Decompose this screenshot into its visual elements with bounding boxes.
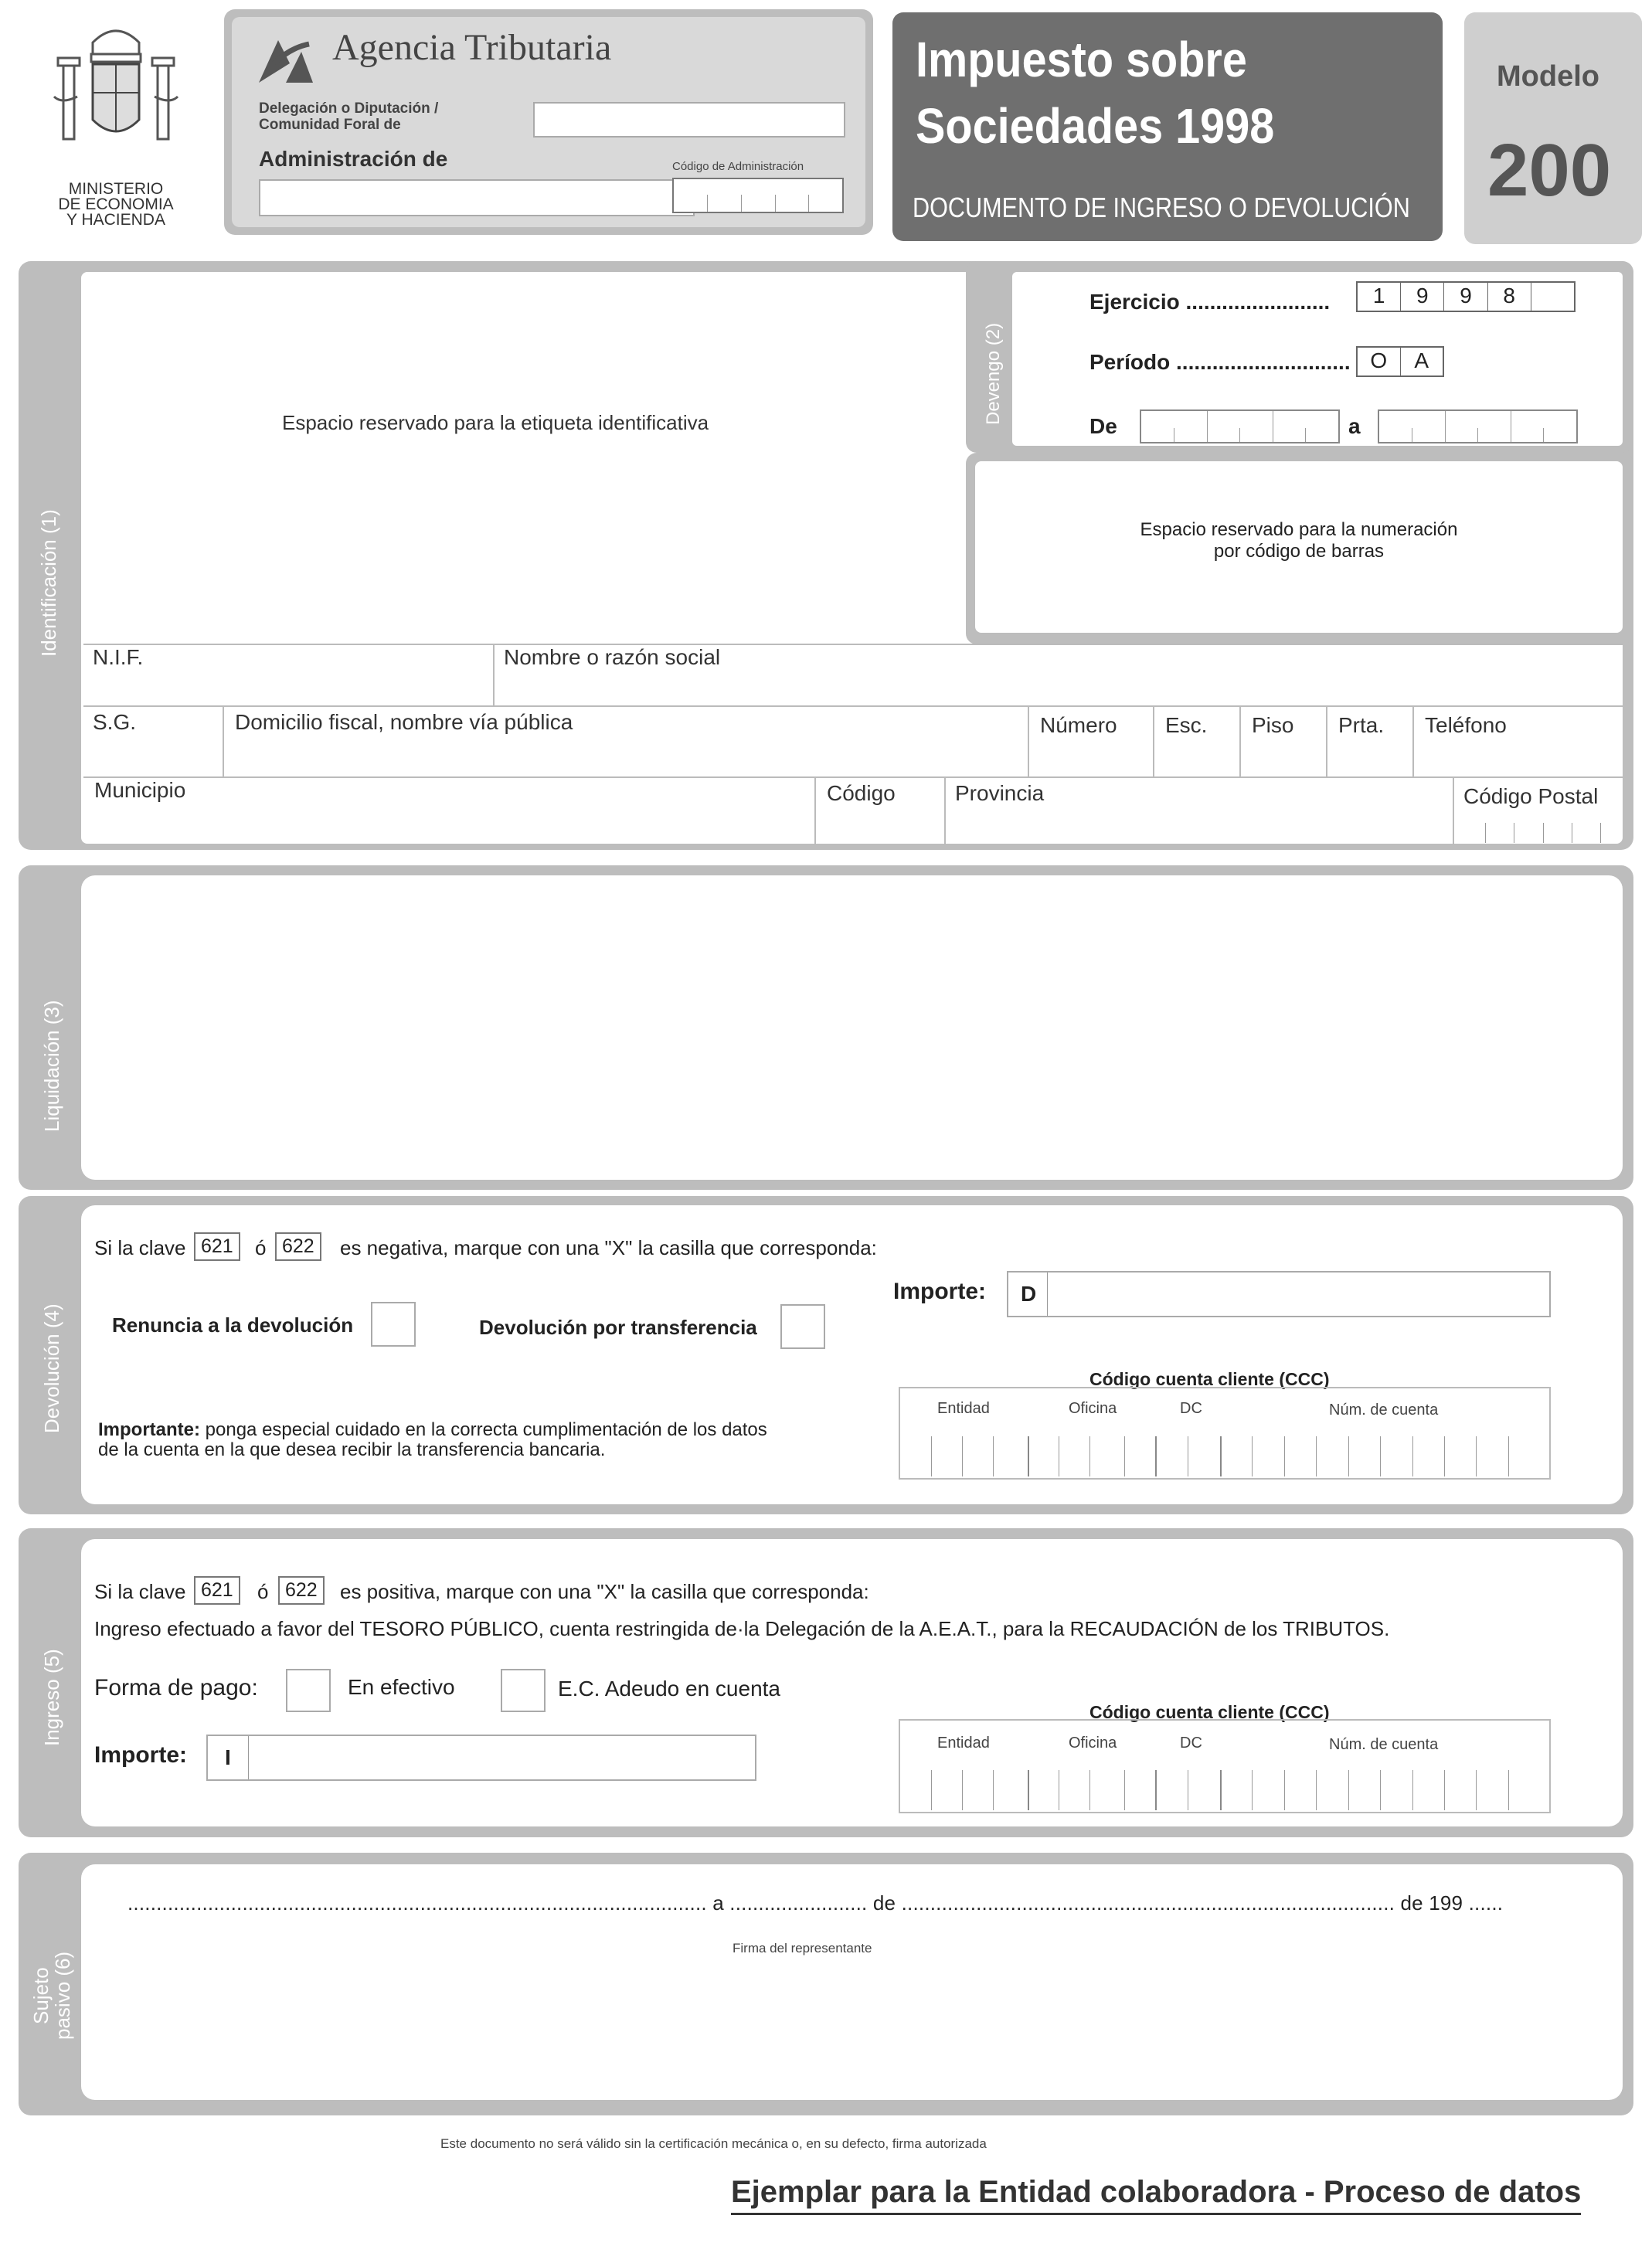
ministry-line-2: DE ECONOMIA <box>58 195 174 213</box>
ministry-line-1: MINISTERIO <box>68 180 164 198</box>
dev-o: ó <box>255 1236 267 1259</box>
ing-importe-field[interactable] <box>206 1735 756 1781</box>
efectivo-checkbox[interactable] <box>286 1669 331 1712</box>
document-subtitle: DOCUMENTO DE INGRESO O DEVOLUCIÓN <box>913 192 1410 223</box>
numero-label: Número <box>1040 713 1117 737</box>
ing-o: ó <box>257 1580 269 1603</box>
dev-ccc-entidad: Entidad <box>937 1400 990 1417</box>
title-line-1: Impuesto sobre <box>916 32 1247 87</box>
codigo-admin-field[interactable] <box>672 178 844 213</box>
piso-label: Piso <box>1252 713 1294 737</box>
ing-tesoro-text: Ingreso efectuado a favor del TESORO PÚBLICO, cuenta restringida de·la Delegación de la A.E.A.T., para la RECAUDACIÓN de los TRIBUTOS. <box>94 1617 1390 1640</box>
esc-label: Esc. <box>1165 713 1208 737</box>
provincia-field[interactable] <box>946 776 1454 845</box>
periodo-digit: O <box>1370 348 1388 372</box>
dev-importe-prefix: D <box>1021 1282 1037 1306</box>
dev-importe-label: Importe: <box>893 1279 986 1304</box>
dev-importe-field[interactable] <box>1007 1271 1551 1317</box>
ejercicio-digit: 8 <box>1487 283 1531 311</box>
sujeto-side-label-1: Sujeto <box>29 1967 53 2024</box>
coat-of-arms-logo <box>46 19 185 178</box>
modelo-label: Modelo <box>1497 60 1599 93</box>
nif-field[interactable] <box>83 644 495 707</box>
ing-ccc-oficina: Oficina <box>1069 1735 1117 1752</box>
domicilio-field[interactable] <box>224 705 1029 778</box>
provincia-label: Provincia <box>955 781 1045 805</box>
numero-field[interactable] <box>1029 705 1154 778</box>
nombre-label: Nombre o razón social <box>504 645 721 669</box>
dev-ccc-field[interactable] <box>899 1387 1551 1480</box>
ing-si-la-clave: Si la clave <box>94 1580 186 1603</box>
barcode-line-1: Espacio reservado para la numeración <box>1140 519 1458 540</box>
liquidacion-side-label: Liquidación (3) <box>40 1000 63 1132</box>
periodo-label: Período ............................. <box>1089 350 1351 374</box>
ejercicio-digit-empty <box>1531 283 1574 311</box>
adeudo-label: E.C. Adeudo en cuenta <box>558 1677 780 1701</box>
periodo-field[interactable] <box>1356 346 1444 377</box>
ing-ccc-num: Núm. de cuenta <box>1329 1736 1439 1753</box>
devolucion-side-label: Devolución (4) <box>40 1303 63 1433</box>
municipio-label: Municipio <box>94 778 186 802</box>
piso-field[interactable] <box>1241 705 1327 778</box>
transferencia-label: Devolución por transferencia <box>479 1316 757 1339</box>
importante-text-2: de la cuenta en la que desea recibir la transferencia bancaria. <box>98 1439 606 1460</box>
efectivo-label: En efectivo <box>348 1675 455 1699</box>
ing-clave-622: 622 <box>278 1576 325 1605</box>
dev-ccc-num: Núm. de cuenta <box>1329 1402 1439 1419</box>
footer-note: Este documento no será válido sin la certificación mecánica o, en su defecto, firma autorizada <box>440 2136 987 2151</box>
dev-si-la-clave: Si la clave <box>94 1236 186 1259</box>
ing-clave-621: 621 <box>194 1576 240 1605</box>
ejercicio-digit: 9 <box>1443 283 1487 311</box>
importante-note <box>98 1420 767 1460</box>
comunidad-label: Comunidad Foral de <box>259 117 401 133</box>
transferencia-checkbox[interactable] <box>780 1304 825 1349</box>
nif-label: N.I.F. <box>93 645 144 669</box>
ejemplar-title: Ejemplar para la Entidad colaboradora - Proceso de datos <box>731 2175 1581 2215</box>
ejercicio-field[interactable] <box>1356 281 1576 312</box>
agency-name: Agencia Tributaria <box>332 27 612 68</box>
importante-bold: Importante: <box>98 1419 200 1440</box>
devengo-side-label: Devengo (2) <box>983 322 1004 425</box>
fecha-a-field[interactable] <box>1378 409 1578 443</box>
agency-panel <box>224 9 873 235</box>
modelo-number: 200 <box>1487 129 1612 212</box>
dev-clave-621: 621 <box>194 1232 240 1261</box>
dev-ccc-oficina: Oficina <box>1069 1400 1117 1417</box>
sg-label: S.G. <box>93 710 137 734</box>
title-panel <box>892 12 1443 241</box>
a-label: a <box>1348 414 1361 438</box>
dev-clave-622: 622 <box>275 1232 321 1261</box>
sg-field[interactable] <box>83 705 224 778</box>
codigo-label: Código <box>827 781 896 805</box>
fecha-de-field[interactable] <box>1140 409 1340 443</box>
forma-pago-label: Forma de pago: <box>94 1675 258 1701</box>
identificacion-side-label: Identificación (1) <box>37 509 60 657</box>
ing-ccc-field[interactable] <box>899 1719 1551 1813</box>
sujeto-side-label-2: pasivo (6) <box>51 1951 74 2040</box>
domicilio-label: Domicilio fiscal, nombre vía pública <box>235 710 573 734</box>
esc-field[interactable] <box>1154 705 1241 778</box>
agency-logo-icon <box>255 32 317 87</box>
ing-ccc-dc: DC <box>1180 1735 1202 1752</box>
renuncia-label: Renuncia a la devolución <box>112 1313 354 1337</box>
ejercicio-digit: 9 <box>1400 283 1443 311</box>
ejercicio-label: Ejercicio ........................ <box>1089 290 1331 314</box>
codigo-admin-label: Código de Administración <box>672 160 804 173</box>
nombre-field[interactable] <box>495 644 1623 707</box>
ing-ccc-title: Código cuenta cliente (CCC) <box>1089 1702 1330 1722</box>
ejercicio-digit: 1 <box>1372 284 1385 308</box>
lugar-fecha-line: ..................................................................................................... a ........................ de ...................................................................................... de 199 ...... <box>127 1891 1504 1915</box>
ing-importe-prefix: I <box>225 1745 231 1769</box>
barcode-line-2: por código de barras <box>1213 541 1385 562</box>
ing-ccc-entidad: Entidad <box>937 1735 990 1752</box>
firma-label: Firma del representante <box>733 1941 872 1955</box>
municipio-field[interactable] <box>83 776 816 845</box>
delegacion-label: Delegación o Diputación / <box>259 100 439 117</box>
renuncia-checkbox[interactable] <box>371 1302 416 1347</box>
etiqueta-placeholder: Espacio reservado para la etiqueta identificativa <box>282 411 709 434</box>
de-label: De <box>1089 414 1117 438</box>
adeudo-checkbox[interactable] <box>501 1669 546 1712</box>
prta-label: Prta. <box>1338 713 1385 737</box>
ing-positiva-text: es positiva, marque con una "X" la casilla que corresponda: <box>340 1580 869 1603</box>
importante-text-1: ponga especial cuidado en la correcta cumplimentación de los datos <box>200 1419 767 1440</box>
dev-ccc-title: Código cuenta cliente (CCC) <box>1089 1369 1330 1389</box>
administracion-field[interactable] <box>259 179 695 216</box>
ingreso-side-label: Ingreso (5) <box>40 1649 63 1746</box>
administracion-label: Administración de <box>259 147 448 171</box>
codigo-municipio-field[interactable] <box>816 776 946 845</box>
ministry-line-3: Y HACIENDA <box>66 211 165 229</box>
prta-field[interactable] <box>1327 705 1414 778</box>
codigo-postal-field[interactable] <box>1454 776 1623 845</box>
dev-negativa-text: es negativa, marque con una "X" la casilla que corresponda: <box>340 1236 877 1259</box>
delegacion-field[interactable] <box>533 102 845 138</box>
telefono-label: Teléfono <box>1425 713 1507 737</box>
codigo-postal-label: Código Postal <box>1463 784 1599 808</box>
dev-ccc-dc: DC <box>1180 1400 1202 1417</box>
telefono-field[interactable] <box>1414 705 1623 778</box>
title-line-2: Sociedades 1998 <box>916 98 1275 154</box>
ing-importe-label: Importe: <box>94 1742 187 1768</box>
modelo-panel <box>1464 12 1642 244</box>
periodo-digit: A <box>1400 348 1443 375</box>
